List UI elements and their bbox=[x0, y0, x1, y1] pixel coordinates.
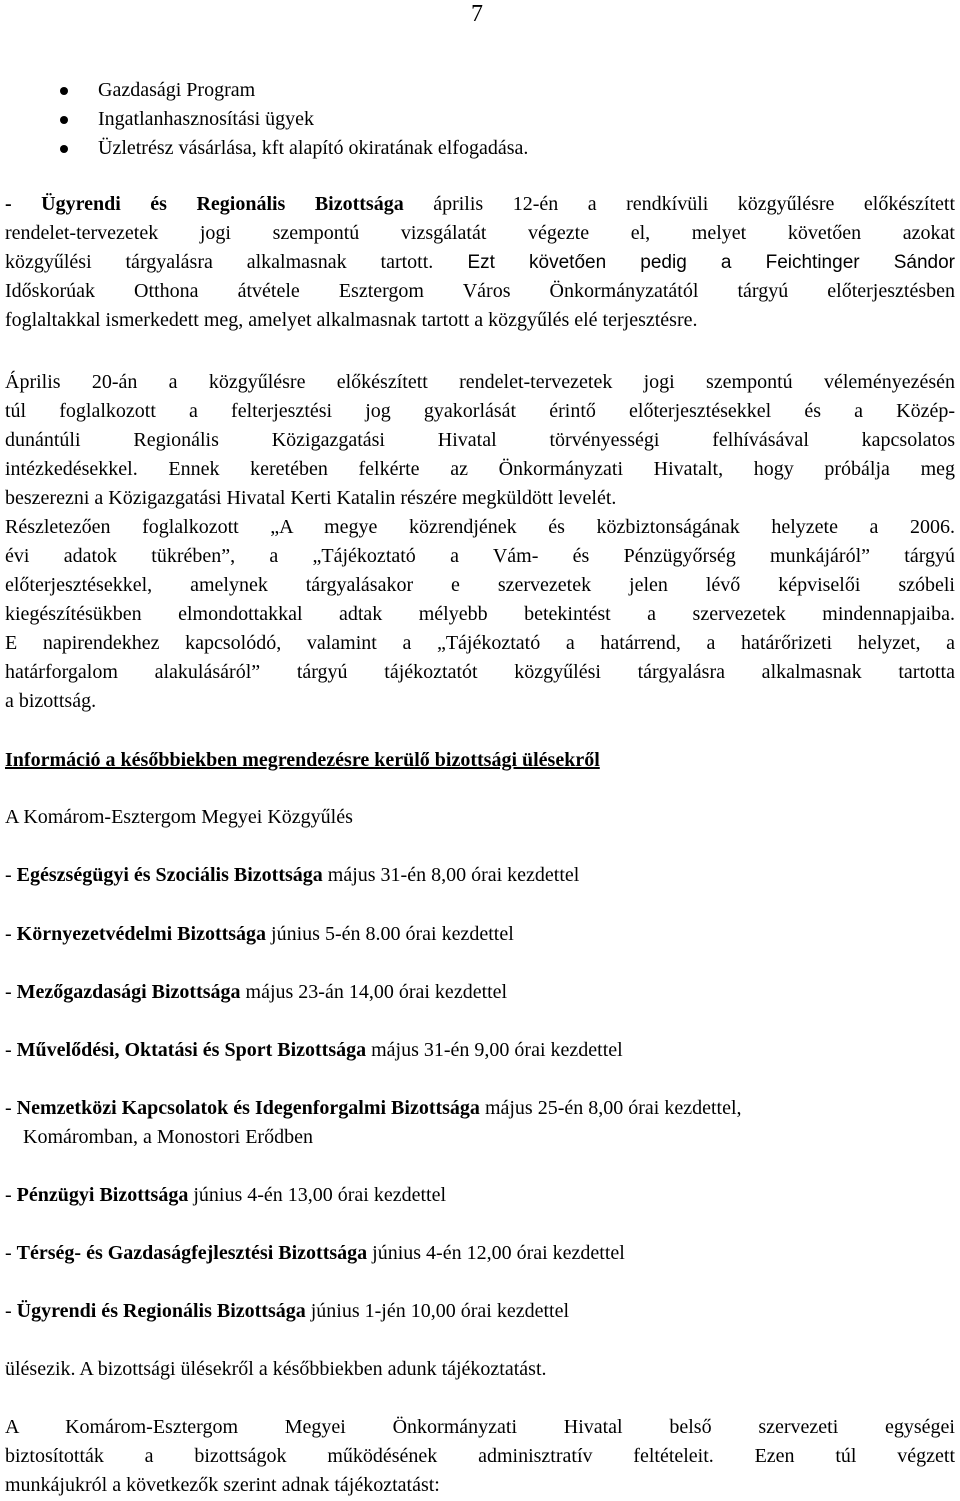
meeting-item: - Környezetvédelmi Bizottsága június 5-én 8.00 órai kezdettel bbox=[5, 923, 514, 945]
text-line: közgyűlési tárgyalásra alkalmasnak tartott. Ezt követően pedig a Feichtinger Sándor bbox=[5, 251, 955, 273]
paragraph-hivatal bbox=[5, 1413, 955, 1500]
meeting-item: - Egészségügyi és Szociális Bizottsága május 31-én 8,00 órai kezdettel bbox=[5, 864, 580, 886]
text-line: munkájukról a következők szerint adnak tájékoztatást: bbox=[5, 1474, 440, 1496]
bullet-item: Gazdasági Program bbox=[55, 76, 528, 105]
bullet-item: Üzletrész vásárlása, kft alapító okiratának elfogadása. bbox=[55, 134, 528, 163]
page-number: 7 bbox=[471, 1, 483, 27]
text-line: előterjesztésekkel, amelynek tárgyalásakor e szervezetek jelen lévő képviselői szóbeli bbox=[5, 574, 955, 596]
paragraph-april-20 bbox=[5, 368, 955, 716]
text-line: Április 20-án a közgyűlésre előkészített rendelet-tervezetek jogi szempontú véleményezésén bbox=[5, 371, 955, 393]
committee-name: Egészségügyi és Szociális Bizottsága bbox=[16, 864, 323, 886]
text-line: a bizottság. bbox=[5, 690, 97, 712]
committee-name: Művelődési, Oktatási és Sport Bizottsága bbox=[16, 1039, 367, 1061]
committee-name: Nemzetközi Kapcsolatok és Idegenforgalmi Bizottsága bbox=[16, 1097, 480, 1119]
committee-name: Környezetvédelmi Bizottsága bbox=[16, 923, 267, 945]
assembly-name: A Komárom-Esztergom Megyei Közgyűlés bbox=[5, 806, 353, 828]
committee-name: Mezőgazdasági Bizottsága bbox=[16, 981, 241, 1003]
text-line: foglaltakkal ismerkedett meg, amelyet alkalmasnak tartott a közgyűlés elé terjesztésre. bbox=[5, 309, 698, 331]
text-line: - Ügyrendi és Regionális Bizottsága április 12-én a rendkívüli közgyűlésre előkészített bbox=[5, 193, 955, 215]
text-line: évi adatok tükrében”, a „Tájékoztató a Vám- és Pénzügyőrség munkájáról” tárgyú bbox=[5, 545, 955, 567]
text-line: E napirendekhez kapcsolódó, valamint a „Tájékoztató a határrend, a határőrizeti helyzet, a bbox=[5, 632, 955, 654]
text-line: A Komárom-Esztergom Megyei Önkormányzati Hivatal belső szervezeti egységei bbox=[5, 1416, 955, 1438]
agenda-bullet-list bbox=[55, 76, 528, 163]
text-line: dunántúli Regionális Közigazgatási Hivatal törvényességi felhívásával kapcsolatos bbox=[5, 429, 955, 451]
committee-name: - Ügyrendi és Regionális Bizottsága bbox=[5, 193, 404, 215]
bullet-item: Ingatlanhasznosítási ügyek bbox=[55, 105, 528, 134]
meeting-location: Komáromban, a Monostori Erődben bbox=[23, 1126, 313, 1148]
paragraph-ugyrendi-april bbox=[5, 190, 955, 335]
meeting-item: - Nemzetközi Kapcsolatok és Idegenforgalmi Bizottsága május 25-én 8,00 órai kezdettel, bbox=[5, 1097, 742, 1119]
meeting-item: - Művelődési, Oktatási és Sport Bizottsága május 31-én 9,00 órai kezdettel bbox=[5, 1039, 623, 1061]
committee-name: Térség- és Gazdaságfejlesztési Bizottsága bbox=[16, 1242, 368, 1264]
meeting-item: - Ügyrendi és Regionális Bizottsága június 1-jén 10,00 órai kezdettel bbox=[5, 1300, 570, 1322]
meeting-item: - Mezőgazdasági Bizottsága május 23-án 14,00 órai kezdettel bbox=[5, 981, 508, 1003]
committee-name: Ügyrendi és Regionális Bizottsága bbox=[16, 1300, 306, 1322]
text-line: beszerezni a Közigazgatási Hivatal Kerti Katalin részére megküldött levelét. bbox=[5, 487, 617, 509]
text-line: Részletezően foglalkozott „A megye közrendjének és közbiztonságának helyzete a 2006. bbox=[5, 516, 955, 538]
text-line: túl foglalkozott a felterjesztési jog gyakorlását érintő előterjesztésekkel és a Közép- bbox=[5, 400, 955, 422]
section-heading: Információ a későbbiekben megrendezésre kerülő bizottsági ülésekről bbox=[5, 749, 600, 771]
committee-name: Pénzügyi Bizottsága bbox=[16, 1184, 189, 1206]
text-line: Időskorúak Otthona átvétele Esztergom Város Önkormányzatától tárgyú előterjesztésben bbox=[5, 280, 955, 302]
meeting-item: - Pénzügyi Bizottsága június 4-én 13,00 órai kezdettel bbox=[5, 1184, 447, 1206]
text-line: rendelet-tervezetek jogi szempontú vizsgálatát végezte el, melyet követően azokat bbox=[5, 222, 955, 244]
meeting-item: - Térség- és Gazdaságfejlesztési Bizottsága június 4-én 12,00 órai kezdettel bbox=[5, 1242, 625, 1264]
text-line: biztosították a bizottságok működésének adminisztratív feltételeit. Ezen túl végzett bbox=[5, 1445, 955, 1467]
text-line: kiegészítésükben elmondottakkal adtak mélyebb betekintést a szervezetek mindennapjaiba. bbox=[5, 603, 955, 625]
closing-sentence: ülésezik. A bizottsági ülésekről a későbbiekben adunk tájékoztatást. bbox=[5, 1358, 547, 1380]
text-line: intézkedésekkel. Ennek keretében felkérte az Önkormányzati Hivatalt, hogy próbálja meg bbox=[5, 458, 955, 480]
text-line: határforgalom alakulásáról” tárgyú tájékoztatót közgyűlési tárgyalásra alkalmasnak tartotta bbox=[5, 661, 955, 683]
